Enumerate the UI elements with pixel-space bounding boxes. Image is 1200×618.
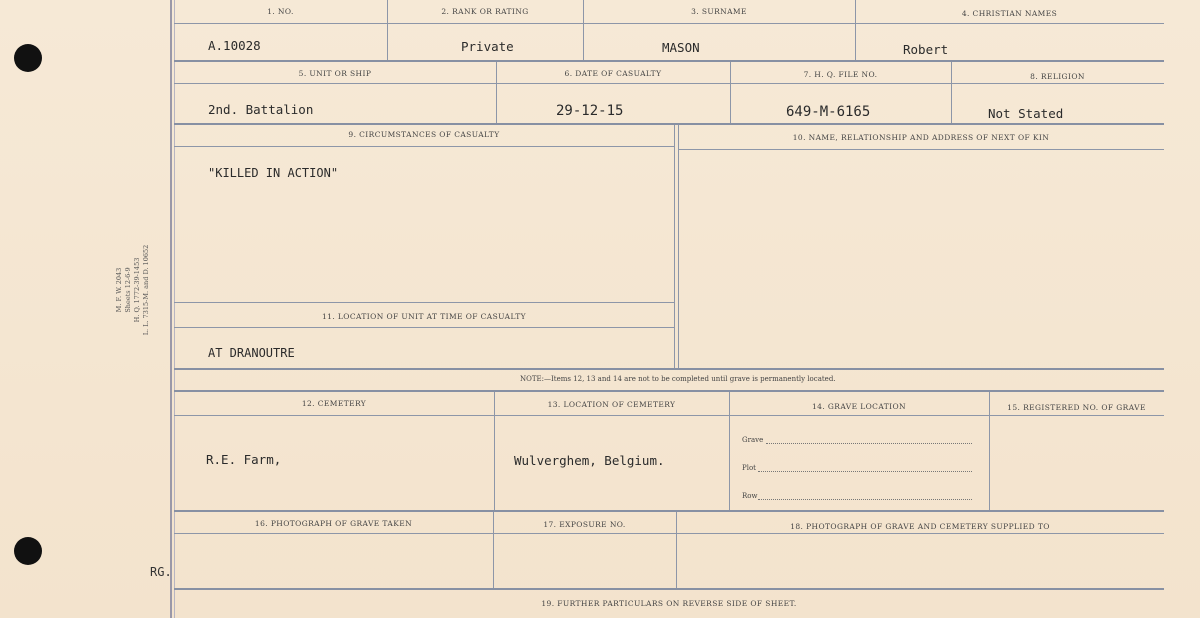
value-surname: MASON [662,40,700,55]
label-christian-names: 4. CHRISTIAN NAMES [961,9,1058,18]
note-items-12-14: NOTE:—Items 12, 13 and 14 are not to be completed until grave is permanently located. [520,375,836,383]
label-cemetery: 12. CEMETERY [301,399,367,408]
plot-dotted-line [758,471,972,472]
label-exposure-no: 17. EXPOSURE NO. [543,520,626,529]
location-label-rule [174,327,674,328]
label-religion: 8. RELIGION [1030,72,1085,81]
cemetery-label-rule [174,415,1164,416]
label-next-of-kin: 10. NAME, RELATIONSHIP AND ADDRESS OF NEXT OF KIN [792,133,1050,142]
value-unit: 2nd. Battalion [208,102,314,117]
label-grave-location: 14. GRAVE LOCATION [811,402,907,411]
value-cemetery: R.E. Farm, [206,452,282,467]
grave-dotted-line [766,443,972,444]
print-code-line-2: Sheets 12-6-9 [124,267,132,313]
label-rank: 2. RANK OR RATING [441,7,529,16]
print-code-line-4: L. L. 7315-M. and D. 10652 [142,244,150,336]
row1-bottom-rule [174,60,1164,62]
label-date-of-casualty: 6. DATE OF CASUALTY [564,69,662,78]
label-circumstances: 9. CIRCUMSTANCES OF CASUALTY [348,130,500,139]
circ-kin-divider [674,125,675,368]
note-bottom-rule [174,390,1164,392]
print-code-line-1: M. F. W. 2043 [115,267,123,313]
label-hq-file-no: 7. H. Q. FILE NO. [803,70,878,79]
value-rank: Private [461,39,514,54]
form-print-code [115,240,185,340]
label-surname: 3. SURNAME [691,7,747,16]
value-circumstances: "KILLED IN ACTION" [208,166,339,180]
value-date-of-casualty: 29-12-15 [556,103,624,119]
note-top-rule [174,368,1164,370]
row2-label-rule [174,83,1164,84]
cemetery-bottom-rule [174,510,1164,512]
value-location-of-unit: AT DRANOUTRE [208,346,295,360]
print-code-line-3: H. Q. 1772-39-1453 [133,257,141,323]
circ-label-rule [174,146,674,147]
label-unit: 5. UNIT OR SHIP [298,69,372,78]
label-photograph-taken: 16. PHOTOGRAPH OF GRAVE TAKEN [254,519,413,528]
value-location-of-cemetery: Wulverghem, Belgium. [514,453,665,468]
punch-hole-top [14,44,42,72]
value-religion: Not Stated [988,106,1064,121]
location-top-rule [174,302,674,303]
photo-label-rule [174,533,1164,534]
row-dotted-line [758,499,972,500]
cemetery-divider-1 [494,392,495,510]
label-no: 1. NO. [267,7,294,16]
row1-label-rule [174,23,1164,24]
label-further-particulars: 19. FURTHER PARTICULARS ON REVERSE SIDE OF SHEET. [541,599,797,608]
circ-kin-divider-b [678,125,679,368]
label-registered-no: 15. REGISTERED NO. OF GRAVE [1007,403,1146,412]
rg-mark: RG. [150,565,172,579]
punch-hole-bottom [14,537,42,565]
kin-label-rule [678,149,1164,150]
plot-caption: Plot [742,464,756,472]
row-caption: Row [742,492,758,500]
value-christian-names: Robert [903,42,949,57]
row2-bottom-rule [174,123,1164,125]
value-hq-file-no: 649-M-6165 [786,104,871,120]
further-top-rule [174,588,1164,590]
grave-caption: Grave [742,436,764,444]
value-no: A.10028 [208,38,261,53]
label-location-of-cemetery: 13. LOCATION OF CEMETERY [547,400,676,409]
label-photograph-supplied-to: 18. PHOTOGRAPH OF GRAVE AND CEMETERY SUPPLIED TO [790,522,1050,531]
label-location-of-unit: 11. LOCATION OF UNIT AT TIME OF CASUALTY [322,312,526,321]
